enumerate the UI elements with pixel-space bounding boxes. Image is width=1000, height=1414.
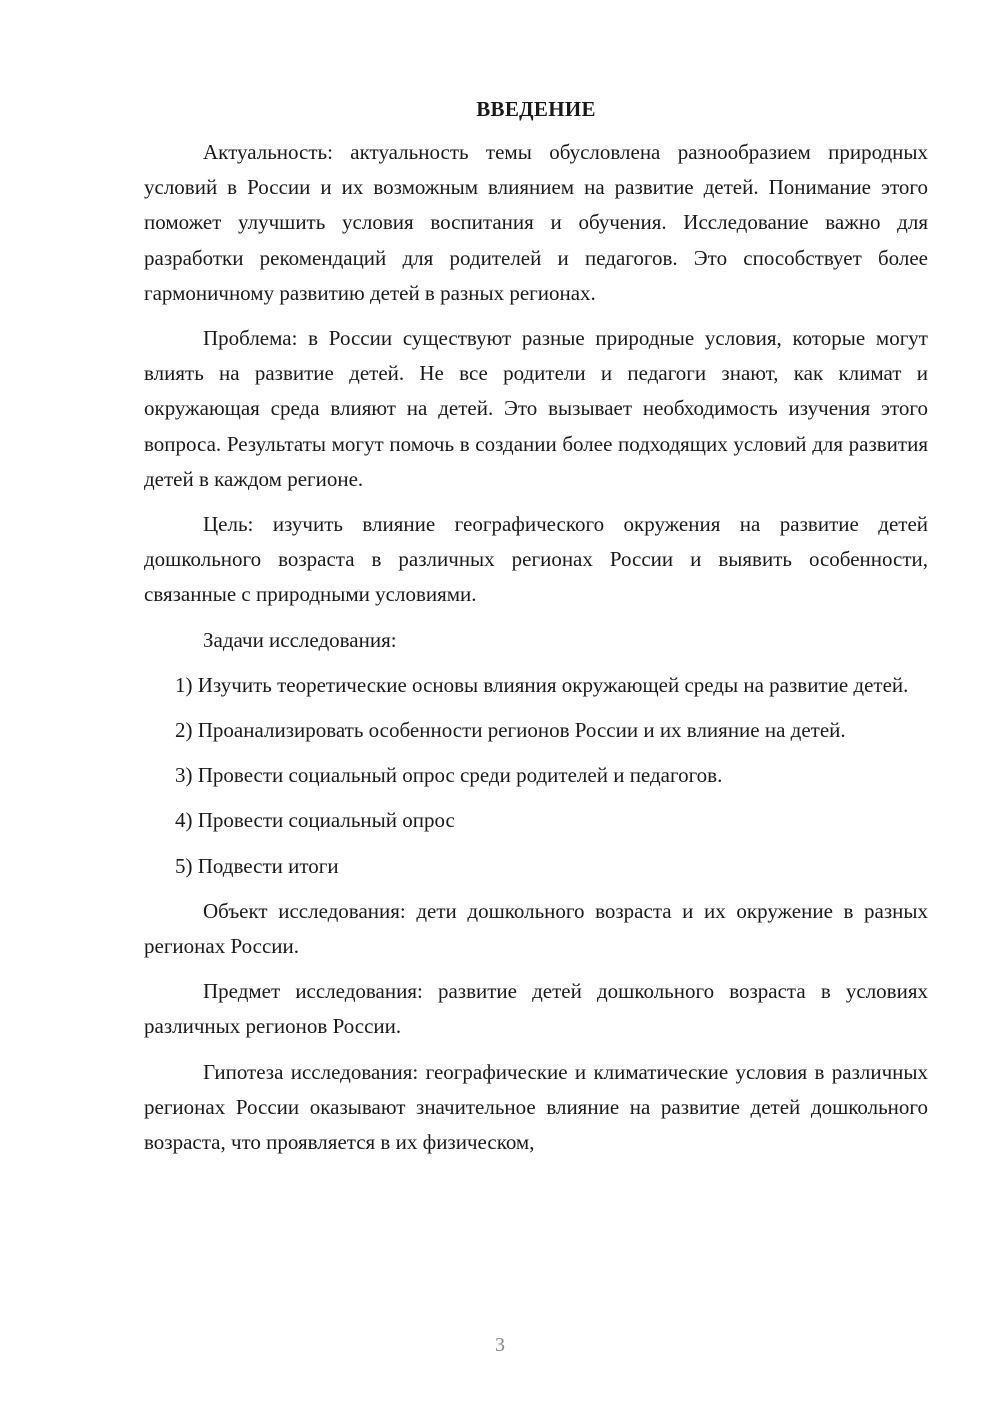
section-heading: ВВЕДЕНИЕ xyxy=(476,97,596,121)
document-page xyxy=(144,92,928,1170)
task-item-2: 2) Проанализировать особенности регионов России и их влияние на детей. xyxy=(175,718,846,743)
paragraph-relevance: Актуальность: актуальность темы обусловлена разнообразием природных условий в России и их возможным влиянием на развитие детей. Понимание этого поможет улучшить условия воспитания и обучения. Исследование важно для разработки рекомендаций для родителей и педагогов. Это способствует более гармоничному развитию детей в разных регионах. xyxy=(144,140,928,305)
task-item-5: 5) Подвести итоги xyxy=(175,853,339,878)
task-item-4: 4) Провести социальный опрос xyxy=(175,808,455,833)
page-number: 3 xyxy=(495,1334,505,1356)
task-item-1: 1) Изучить теоретические основы влияния окружающей среды на развитие детей. xyxy=(175,672,909,697)
tasks-title: Задачи исследования: xyxy=(203,627,397,652)
paragraph-subject: Предмет исследования: развитие детей дошкольного возраста в условиях различных регионов России. xyxy=(144,979,928,1039)
paragraph-goal: Цель: изучить влияние географического окружения на развитие детей дошкольного возраста в различных регионах России и выявить особенности, связанные с природными условиями. xyxy=(144,512,928,607)
paragraph-hypothesis: Гипотеза исследования: географические и климатические условия в различных регионах России оказывают значительное влияние на развитие детей дошкольного возраста, что проявляется в их физическом, xyxy=(144,1059,928,1155)
paragraph-problem: Проблема: в России существуют разные природные условия, которые могут влиять на развитие детей. Не все родители и педагоги знают, как климат и окружающая среда влияют на детей. Это вызывает необходимость изучения этого вопроса. Результаты могут помочь в создании более подходящих условий для развития детей в каждом регионе. xyxy=(144,326,928,491)
paragraph-object: Объект исследования: дети дошкольного возраста и их окружение в разных регионах России. xyxy=(144,898,928,959)
task-item-3: 3) Провести социальный опрос среди родителей и педагогов. xyxy=(175,763,723,788)
